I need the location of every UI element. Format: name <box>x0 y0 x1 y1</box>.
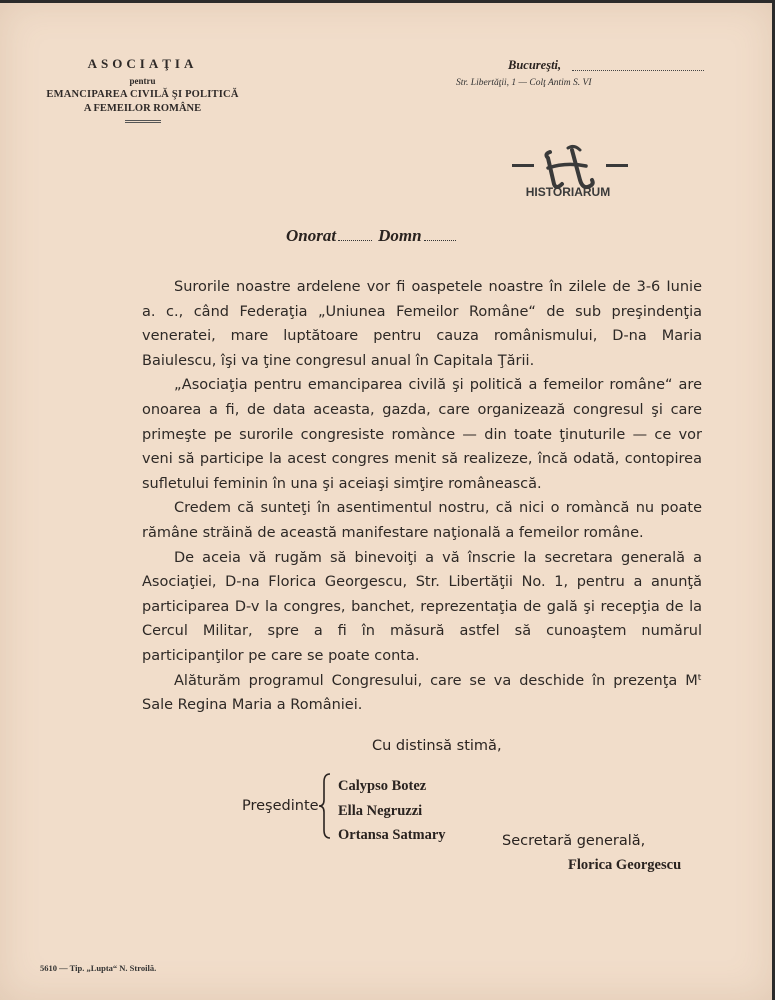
scan-border-top <box>0 0 775 3</box>
brace-icon <box>318 772 332 840</box>
president-name: Ella Negruzzi <box>338 802 423 819</box>
letter-body <box>142 275 702 718</box>
salutation-dots <box>338 240 372 241</box>
watermark-text: HISTORIARUM <box>525 185 611 199</box>
paragraph: Credem că sunteţi în asentimentul nostru, că nici o romàncă nu poate rămâne străină de această manifestare naţională a femeilor române. <box>142 500 702 541</box>
president-name: Ortansa Satmary <box>338 827 446 843</box>
closing-formula: Cu distinsă stimă, <box>372 738 502 754</box>
president-names <box>338 774 446 848</box>
president-label: Preşedinte <box>242 798 319 814</box>
printer-imprint: 5610 — Tip. „Lupta“ N. Stroilă. <box>40 963 157 973</box>
letterhead-ornament <box>125 120 161 123</box>
address-line: Str. Libertăţii, 1 — Colţ Antim S. VI <box>456 78 592 88</box>
president-name: Calypso Botez <box>338 778 427 794</box>
org-name: ASOCIAŢIA <box>87 56 198 71</box>
city-label: Bucureşti, <box>508 58 562 72</box>
org-purpose: EMANCIPAREA CIVILĂ ŞI POLITICĂ <box>46 89 239 100</box>
org-subject: A FEMEILOR ROMÂNE <box>83 103 202 114</box>
date-dotted-line <box>572 70 704 71</box>
salutation-dots-2 <box>424 240 456 241</box>
salutation-word-onorat: Onorat <box>286 226 337 245</box>
secretary-label: Secretară generală, <box>502 833 646 849</box>
association-letterhead <box>40 56 245 123</box>
salutation <box>286 226 456 246</box>
paragraph: Alăturăm programul Congresului, care se va deschide în prezenţa Mᵗ Sale Regina Maria a României. <box>142 672 702 714</box>
paragraph: „Asociaţia pentru emanciparea civilă şi politică a femeilor române“ are onoarea a fi, de data aceasta, gazda, care organizează congresul şi care primeşte pe surorile congresiste romànce — din toate ţinuturile — ce vor veni să participe la acest congres menit să realizeze, încă odată, contopirea sufletului feminin în una şi aceiaşi simţire românească. <box>142 377 702 492</box>
salutation-word-domn: Domn <box>378 226 422 245</box>
secretary-name: Florica Georgescu <box>568 857 682 873</box>
paragraph: De aceia vă rugăm să binevoiţi a vă înscrie la secretara generală a Asociaţiei, D-na Florica Georgescu, Str. Libertăţii No. 1, pentru a anunţă participarea D-v la congres, banchet, reprezentaţia de gală şi recepţia de la Cercul Militar, spre a fi în măsură astfel să cunoaştem numărul participanţilor pe care se poate conta. <box>142 549 702 664</box>
paragraph: Surorile noastre ardelene vor fi oaspetele noastre în zilele de 3-6 Iunie a. c., când Federaţia „Uniunea Femeilor Române“ de sub preşindenţia veneratei, mare luptătoare pentru cauza românismului, D-na Maria Baiulescu, îşi va ţine congresul anual în Capitala Ţării. <box>142 279 702 369</box>
org-pentru: pentru <box>129 76 156 86</box>
